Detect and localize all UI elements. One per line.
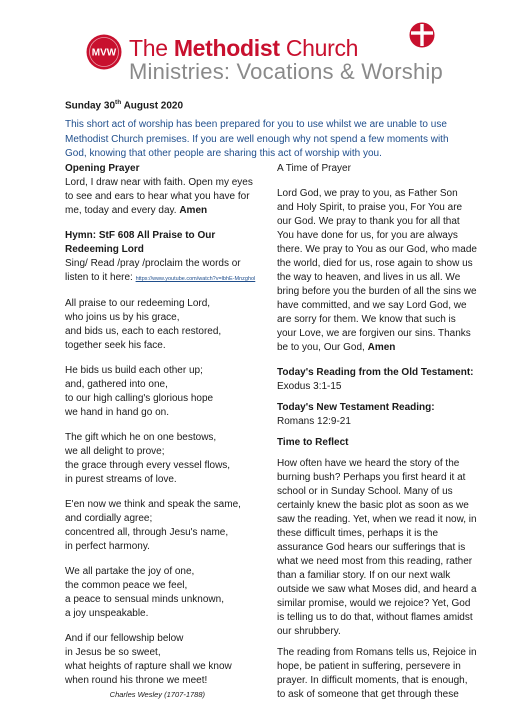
hymn-line: We all partake the joy of one, bbox=[65, 566, 195, 577]
hymn-line: a peace to sensual minds unknown, bbox=[65, 594, 224, 605]
service-date: Sunday 30th August 2020 bbox=[65, 99, 184, 112]
hymn-line: and, gathered into one, bbox=[65, 379, 168, 390]
reflect-paragraph-2: The reading from Romans tells us, Rejoice in hope, be patient in suffering, persevere in prayer. In difficult moments, that is enough, to ask of someone that get through these bbox=[277, 647, 477, 700]
brand-subtitle: Ministries: Vocations & Worship bbox=[129, 59, 443, 84]
hymn-line: and cordially agree; bbox=[65, 513, 153, 524]
hymn-verse bbox=[65, 565, 260, 621]
hymn-line: and bids us, each to each restored, bbox=[65, 326, 222, 337]
hymn-line: in perfect harmony. bbox=[65, 541, 150, 552]
prayer-text: Lord God, we pray to you, as Father Son and Holy Spirit, to praise you, For You are our God. We pray to thank you for all that You have done for us, for you are always there. We pray to You as our God, who made the world, died for us, rose again to show us the way to heaven, and lives in us all. We bring before you the burden of all the sins we have committed, and we say Lord God, we are sorry for them. We know that such is your Love, we are forgiven our sins. Thanks be to you, Our God, Amen bbox=[277, 188, 477, 353]
hymn-verses bbox=[65, 286, 260, 688]
logo-initials: MVW bbox=[91, 47, 117, 59]
hymn-line: in purest streams of love. bbox=[65, 474, 177, 485]
right-column bbox=[277, 162, 477, 702]
hymn-line: concentred all, through Jesu's name, bbox=[65, 527, 229, 538]
hymn-verse bbox=[65, 498, 260, 554]
mvw-logo-icon bbox=[86, 34, 122, 70]
reflect-paragraph-1: How often have we heard the story of the burning bush? Perhaps you first heard it at school or in Sunday School. Many of us certainly knew the basic plot as soon as we saw the reading. Yet, when we read it now, in these difficult times, perhaps it is the assurance God hears our sufferings that is what we need most from this reading, rather than a familiar story. If on our next walk outside we saw what Moses did, and heard a similar promise, would we rejoice? Yet, God is telling us to do that, without flames amidst our shrubbery. bbox=[277, 458, 477, 637]
hymn-line: E'en now we think and speak the same, bbox=[65, 499, 241, 510]
prayer-heading: A Time of Prayer bbox=[277, 163, 351, 174]
hymn-line: the grace through every vessel flows, bbox=[65, 460, 231, 471]
hymn-line: in Jesus be so sweet, bbox=[65, 647, 161, 658]
left-column bbox=[65, 162, 260, 702]
hymn-line: what heights of rapture shall we know bbox=[65, 661, 232, 672]
opening-prayer-heading: Opening Prayer bbox=[65, 163, 140, 174]
hymn-line: to our high calling's glorious hope bbox=[65, 393, 214, 404]
hymn-line: who joins us by his grace, bbox=[65, 312, 180, 323]
methodist-cross-icon bbox=[409, 22, 435, 48]
hymn-video-link[interactable]: https://www.youtube.com/watch?v=lbhE-Mnzghol bbox=[135, 276, 256, 282]
hymn-verse bbox=[65, 632, 260, 688]
hymn-instruction: Sing/ Read /pray /proclaim the words or listen to it here: https://www.youtube.com/watch?v=lbhE-Mnzghol bbox=[65, 258, 256, 283]
hymn-line: All praise to our redeeming Lord, bbox=[65, 298, 211, 309]
ot-reading-heading: Today's Reading from the Old Testament: bbox=[277, 367, 474, 378]
hymn-heading: Hymn: StF 608 All Praise to Our Redeeming Lord bbox=[65, 230, 216, 255]
hymn-verse bbox=[65, 431, 260, 487]
ot-reading-ref: Exodus 3:1-15 bbox=[277, 381, 342, 392]
opening-prayer-text: Lord, I draw near with faith. Open my eyes to see and ears to hear what you have for me, today and every day. Amen bbox=[65, 177, 253, 216]
hymn-line: He bids us build each other up; bbox=[65, 365, 203, 376]
hymn-verse bbox=[65, 364, 260, 420]
hymn-line: we all delight to prove; bbox=[65, 446, 165, 457]
hymn-line: a joy unspeakable. bbox=[65, 608, 149, 619]
hymn-line: we hand in hand go on. bbox=[65, 407, 169, 418]
nt-reading-heading: Today's New Testament Reading: bbox=[277, 402, 435, 413]
intro-paragraph: This short act of worship has been prepared for you to use whilst we are unable to use Methodist Church premises. If you are well enough why not spend a few moments with God, knowing that other people are sharing this act of worship with you. bbox=[65, 119, 449, 159]
page-header bbox=[64, 22, 474, 92]
hymn-line: the common peace we feel, bbox=[65, 580, 188, 591]
nt-reading-ref: Romans 12:9-21 bbox=[277, 416, 351, 427]
reflect-heading: Time to Reflect bbox=[277, 437, 349, 448]
brand-name: The Methodist Church bbox=[129, 35, 359, 61]
hymn-line: together seek his face. bbox=[65, 340, 166, 351]
hymn-line: And if our fellowship below bbox=[65, 633, 184, 644]
hymn-credit: Charles Wesley (1707-1788) bbox=[109, 690, 205, 699]
hymn-verse bbox=[65, 297, 260, 353]
hymn-line: The gift which he on one bestows, bbox=[65, 432, 217, 443]
hymn-line: when round his throne we meet! bbox=[65, 675, 208, 686]
